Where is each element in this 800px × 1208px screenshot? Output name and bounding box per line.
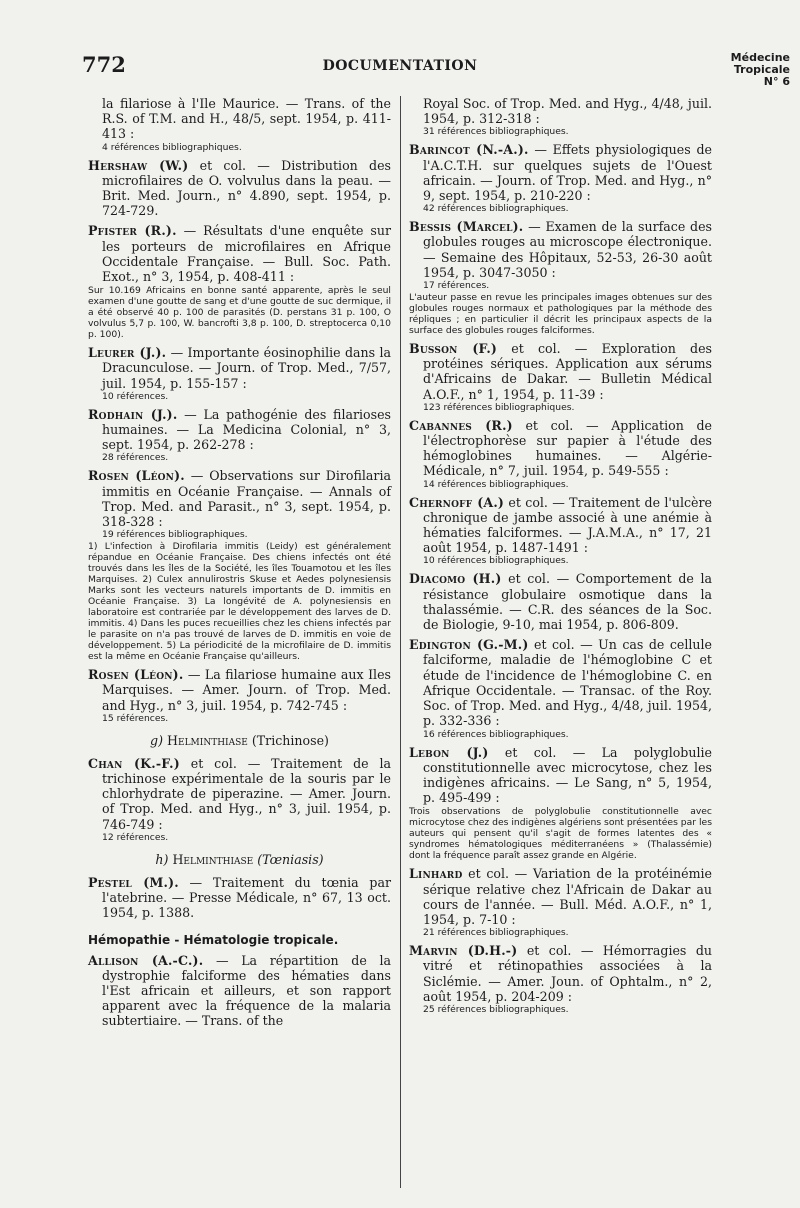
entry-text: et col. — Traitement de l'ulcère chronique de jambe associé à une anémie à hématies falciformes. — J.A.M.A., n° 17, 21 août 1954, p. 1487-1491 : [423, 494, 712, 556]
left-column [88, 96, 391, 1034]
entry [409, 495, 712, 567]
entry-references: 123 références bibliographiques. [423, 401, 575, 413]
entry-references: 19 références bibliographiques. [102, 529, 248, 541]
entry-text: — La filariose humaine aux Iles Marquises. — Amer. Journ. of Trop. Med. and Hyg., n° 3, juil. 1954, p. 742-745 : [102, 667, 391, 713]
entry-abstract: 1) L'infection à Dirofilaria immitis (Leidy) est généralement répandue en Océanie Française. Des chiens infectés ont été trouvés dans les îles de la Société, les îles Touamotou et les îles Marquises. 2) Culex annulirostris Skuse et Aedes polynesiensis Marks sont les vecteurs naturels importants de D. immitis en Océanie Française. 3) La longévité de A. polynesiensis en laboratoire est contrariée par le développement des larves de D. immitis. 4) Dans les puces recueillies chez les chiens infectés par le parasite on n'a pas trouvé de larves de D. immitis en voie de développement. 5) La périodicité de la microfilaire de D. immitis est la même en Océanie Française qu'ailleurs. [88, 541, 391, 663]
entry [409, 745, 712, 862]
running-head: DOCUMENTATION [322, 58, 478, 74]
entry-references: 16 références bibliographiques. [423, 728, 569, 740]
entry-author: Edington (G.-M.) [409, 637, 529, 653]
entry [409, 219, 712, 336]
entry-citation [88, 407, 391, 453]
journal-tag [731, 52, 790, 88]
entry-citation: la filariose à l'Ile Maurice. — Trans. of the R.S. of T.M. and H., 48/5, sept. 1954, p. 411-413 : [102, 96, 391, 142]
entry-author: Rodhain (J.). [88, 406, 178, 422]
entry-references: 21 références bibliographiques. [423, 927, 569, 939]
entry-text: — La pathogénie des filarioses humaines. — La Medicina Colonial, n° 3, sept. 1954, p. 262-278 : [102, 406, 391, 453]
entry-text: et col. — La polyglobulie constitutionnelle avec microcytose, chez les indigènes africains. — Le Sang, n° 5, 1954, p. 495-499 : [423, 744, 712, 806]
subsection-name: Helminthiase [172, 851, 254, 867]
entry-citation [88, 953, 391, 1029]
entry-references: 10 références. [102, 390, 169, 402]
entry-author: Lebon (J.) [409, 744, 489, 760]
entry-references: 12 références. [102, 831, 169, 843]
entry [409, 418, 712, 490]
entry-abstract: L'auteur passe en revue les principales images obtenues sur des globules rouges normaux et pathologiques par la méthode des répliques ; en particulier il décrit les principaux aspects de la surface des globules rouges falciformes. [409, 292, 712, 337]
entry-text: et col. — Application de l'électrophorèse sur papier à l'étude des hémoglobines humaines. — Algérie-Médicale, n° 7, juil. 1954, p. 549-555 : [423, 417, 712, 479]
entry [409, 637, 712, 739]
entry-citation [88, 158, 391, 219]
entry-author: Allison (A.-C.). [88, 952, 204, 968]
entry-citation [409, 418, 712, 479]
journal-tag-line: N° 6 [763, 75, 790, 88]
entry-citation [88, 345, 391, 391]
entry-citation: Royal Soc. of Trop. Med. and Hyg., 4/48, juil. 1954, p. 312-318 : [423, 96, 712, 127]
entry [88, 875, 391, 921]
entry-references: 15 références. [102, 712, 169, 724]
entry-author: Pfister (R.). [88, 223, 177, 239]
entry-citation [88, 756, 391, 832]
entry-author: Barincot (N.-A.). [409, 142, 529, 158]
entry [409, 571, 712, 632]
entry-text: et col. — Exploration des protéines sériques. Application aux sérums d'Africains de Dakar. — Bulletin Médical A.O.F., n° 1, 1954, p. 11-39 : [423, 341, 712, 402]
entry-author: Chernoff (A.) [409, 494, 505, 510]
column-divider [400, 96, 401, 1188]
entry-citation [88, 667, 391, 713]
entry-text: — Importante éosinophilie dans la Dracunculose. — Journ. of Trop. Med., 7/57, juil. 1954, p. 155-157 : [102, 345, 391, 391]
entry-citation [409, 637, 712, 728]
entry-text: — Observations sur Dirofilaria immitis en Océanie Française. — Annals of Trop. Med. and Parasit., n° 3, sept. 1954, p. 318-328 : [102, 468, 391, 530]
entry-citation [88, 875, 391, 921]
entry-abstract: Trois observations de polyglobulie constitutionnelle avec microcytose chez des indigènes algériens sont présentées par les auteurs qui pensent qu'il s'agit de formes latentes des « syndromes hématologiques méditerranéens » (Thalassémie) dont la fréquence paraît assez grande en Algérie. [409, 806, 712, 862]
entry-citation [409, 219, 712, 280]
entry-citation [409, 943, 712, 1004]
entry-author: Cabannes (R.) [409, 417, 513, 433]
entry [88, 468, 391, 662]
entry-text: et col. — Variation de la protéinémie sérique relative chez l'Africain de Dakar au cours de l'année. — Bull. Méd. A.O.F., n° 1, 1954, p. 7-10 : [423, 866, 712, 927]
entry [409, 341, 712, 413]
subsection-detail: (Tœniasis) [253, 851, 324, 867]
entry-text: et col. — Traitement de la trichinose expérimentale de la souris par le chlorhydrate de piperazine. — Amer. Journ. of Trop. Med. and Hyg., n° 3, juil. 1954, p. 746-749 : [102, 755, 391, 832]
entry [88, 407, 391, 464]
entry-references: 17 références. [423, 280, 490, 292]
entry-text: et col. — Distribution des microfilaires de O. volvulus dans la peau. — Brit. Med. Journ., n° 4.890, sept. 1954, p. 724-729. [102, 157, 391, 219]
entry [409, 866, 712, 938]
entry-text: et col. — Hémorragies du vitré et rétinopathies associées à la Siclémie. — Amer. Joun. of Ophtalm., n° 2, août 1954, p. 204-209 : [423, 943, 712, 1004]
entry-text: et col. — Un cas de cellule falciforme, maladie de l'hémoglobine C et étude de l'incidence de l'hémoglobine C. en Afrique Occidentale. — Transac. of the Roy. Soc. of Trop. Med. and Hyg., 4/48, juil. 1954, p. 332-336 : [423, 637, 712, 729]
entry-author: Pestel (M.). [88, 874, 179, 890]
section-heading: Hémopathie - Hématologie tropicale. [88, 932, 339, 947]
entry-citation [409, 745, 712, 806]
entry-text: — La répartition de la dystrophie falciforme des hématies dans l'Est africain et ailleurs, et son rapport apparent avec la fréquence de la malaria subtertiaire. — Trans. of the [102, 952, 391, 1029]
journal-tag-line: Tropicale [733, 63, 790, 76]
entry-references: 42 références bibliographiques. [423, 203, 569, 215]
entry [409, 142, 712, 214]
entry-citation [409, 341, 712, 402]
entry [88, 158, 391, 219]
page-number: 772 [82, 52, 126, 77]
subsection-name: Helminthiase [167, 732, 248, 748]
entry-author: Leurer (J.). [88, 345, 167, 361]
subsection-heading [88, 852, 391, 867]
entry-references: 10 références bibliographiques. [423, 555, 569, 567]
subsection-letter: h) [155, 851, 173, 867]
entry-author: Bessis (Marcel). [409, 219, 524, 235]
entry-references: 14 références bibliographiques. [423, 478, 569, 490]
entry-author: Rosen (Léon). [88, 468, 185, 484]
entry-references: 4 références bibliographiques. [102, 141, 242, 153]
entry-author: Hershaw (W.) [88, 157, 189, 173]
entry-text: — Traitement du tœnia par l'atebrine. — Presse Médicale, n° 67, 13 oct. 1954, p. 1388. [102, 874, 391, 921]
entry-author: Diacomo (H.) [409, 571, 502, 587]
entry [409, 943, 712, 1015]
subsection-letter: g) [150, 732, 168, 748]
entry-references: 25 références bibliographiques. [423, 1003, 569, 1015]
entry [88, 667, 391, 724]
entry-text: et col. — Comportement de la résistance globulaire osmotique dans la thalassémie. — C.R. des séances de la Soc. de Biologie, 9-10, mai 1954, p. 806-809. [423, 571, 713, 633]
entry-citation [409, 142, 712, 203]
entry [409, 96, 712, 137]
entry-references: 28 références. [102, 452, 169, 464]
entry-author: Rosen (Léon). [88, 667, 184, 683]
entry-text: — Effets physiologiques de l'A.C.T.H. sur quelques sujets de l'Ouest africain. — Journ. of Trop. Med. and Hyg., n° 9, sept. 1954, p. 210-220 : [423, 142, 712, 204]
entry [88, 953, 391, 1029]
entry-citation [88, 223, 391, 284]
entry-citation [409, 495, 712, 556]
entry-author: Busson (F.) [409, 341, 498, 357]
journal-tag-line: Médecine [730, 51, 790, 64]
entry-author: Chan (K.-F.) [88, 755, 180, 771]
entry-citation [409, 571, 712, 632]
entry-citation [88, 468, 391, 529]
entry [88, 223, 391, 340]
right-column [409, 96, 712, 1020]
entry [88, 96, 391, 153]
entry-abstract: Sur 10.169 Africains en bonne santé apparente, après le seul examen d'une goutte de sang et d'une goutte de suc dermique, il a été observé 40 p. 100 de parasités (D. perstans 31 p. 100, O volvulus 5,7 p. 100, W. bancrofti 3,8 p. 100, D. streptocerca 0,10 p. 100). [88, 285, 391, 341]
entry-author: Marvin (D.H.-) [409, 943, 518, 959]
entry-author: Linhard [409, 866, 463, 882]
entry [88, 756, 391, 843]
entry [88, 345, 391, 402]
entry-references: 31 références bibliographiques. [423, 126, 569, 138]
subsection-detail: (Trichinose) [247, 732, 329, 748]
subsection-heading [88, 733, 391, 748]
entry-citation [409, 866, 712, 927]
entry-text: — Résultats d'une enquête sur les porteurs de microfilaires en Afrique Occidentale Française. — Bull. Soc. Path. Exot., n° 3, 1954, p. 408-411 : [102, 223, 391, 285]
entry-text: — Examen de la surface des globules rouges au microscope électronique. — Semaine des Hôpitaux, 52-53, 26-30 août 1954, p. 3047-3050 : [423, 219, 712, 280]
